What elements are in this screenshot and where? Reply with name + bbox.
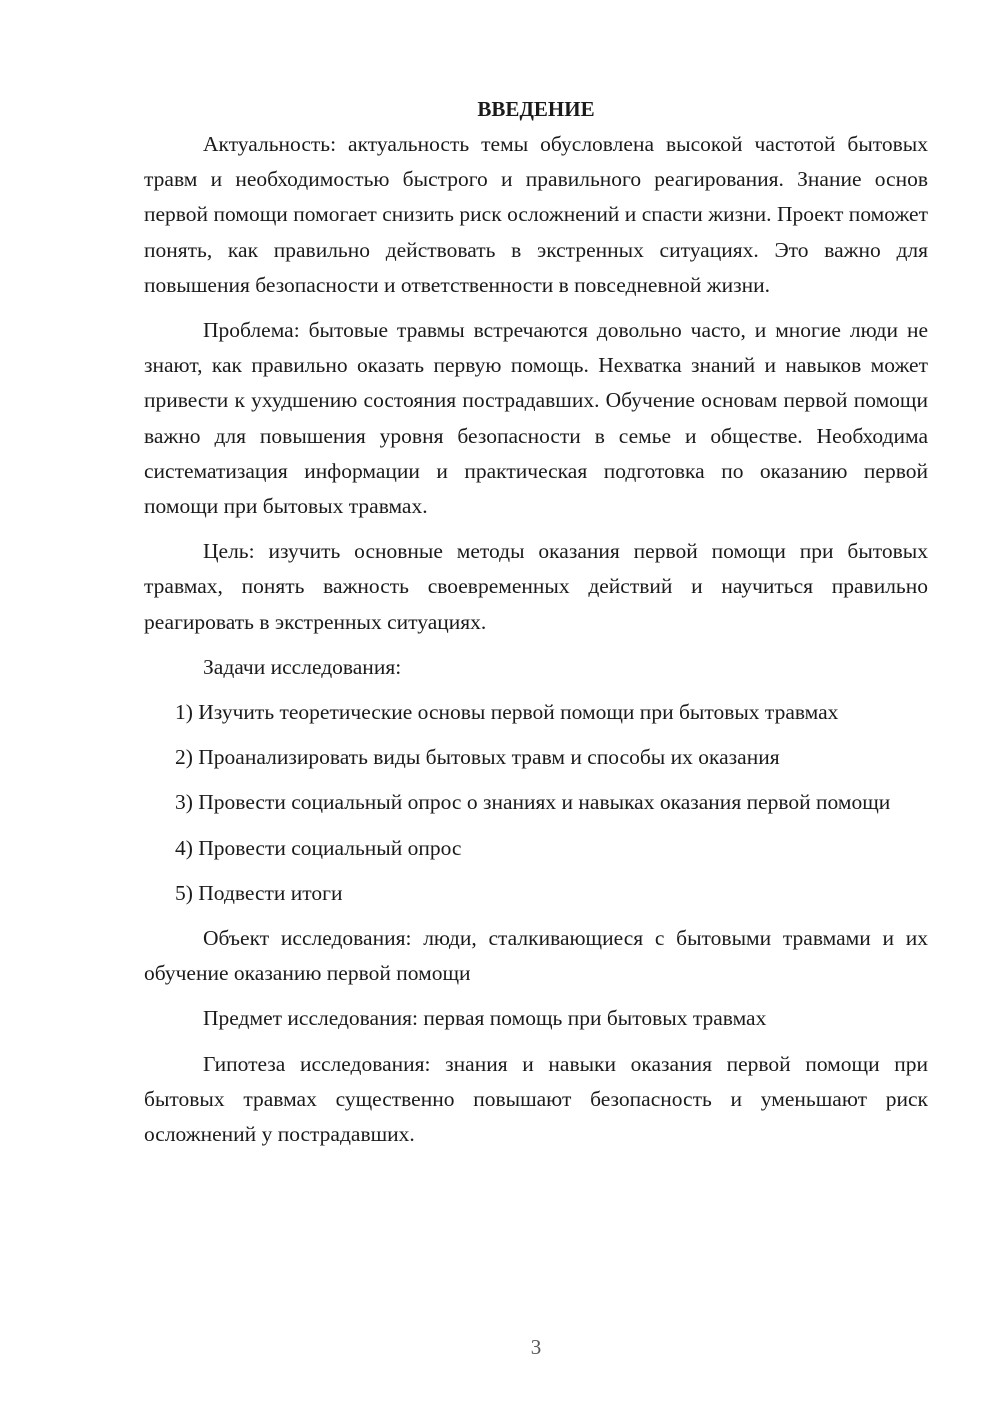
document-page [144,92,928,1152]
hypothesis-paragraph: Гипотеза исследования: знания и навыки оказания первой помощи при бытовых травмах существенно повышают безопасность и уменьшают риск осложнений у пострадавших. [144,1051,928,1147]
task-item-1: 1) Изучить теоретические основы первой помощи при бытовых травмах [175,700,839,725]
object-paragraph: Объект исследования: люди, сталкивающиеся с бытовыми травмами и их обучение оказанию первой помощи [144,926,928,986]
problem-paragraph: Проблема: бытовые травмы встречаются довольно часто, и многие люди не знают, как правильно оказать первую помощь. Нехватка знаний и навыков может привести к ухудшению состояния пострадавших. Обучение основам первой помощи важно для повышения уровня безопасности в семье и обществе. Необходима систематизация информации и практическая подготовка по оказанию первой помощи при бытовых травмах. [144,318,928,519]
task-item-4: 4) Провести социальный опрос [175,835,462,860]
page-title: ВВЕДЕНИЕ [477,97,595,121]
relevance-paragraph: Актуальность: актуальность темы обусловлена высокой частотой бытовых травм и необходимостью быстрого и правильного реагирования. Знание основ первой помощи помогает снизить риск осложнений и спасти жизни. Проект поможет понять, как правильно действовать в экстренных ситуациях. Это важно для повышения безопасности и ответственности в повседневной жизни. [144,132,928,297]
task-item-5: 5) Подвести итоги [175,880,343,905]
tasks-heading: Задачи исследования: [203,654,402,679]
subject-paragraph: Предмет исследования: первая помощь при бытовых травмах [203,1006,767,1031]
goal-paragraph: Цель: изучить основные методы оказания первой помощи при бытовых травмах, понять важность своевременных действий и научиться правильно реагировать в экстренных ситуациях. [144,539,928,634]
task-item-2: 2) Проанализировать виды бытовых травм и способы их оказания [175,745,780,770]
page-number: 3 [530,1335,542,1359]
task-item-3: 3) Провести социальный опрос о знаниях и навыках оказания первой помощи [175,790,891,815]
